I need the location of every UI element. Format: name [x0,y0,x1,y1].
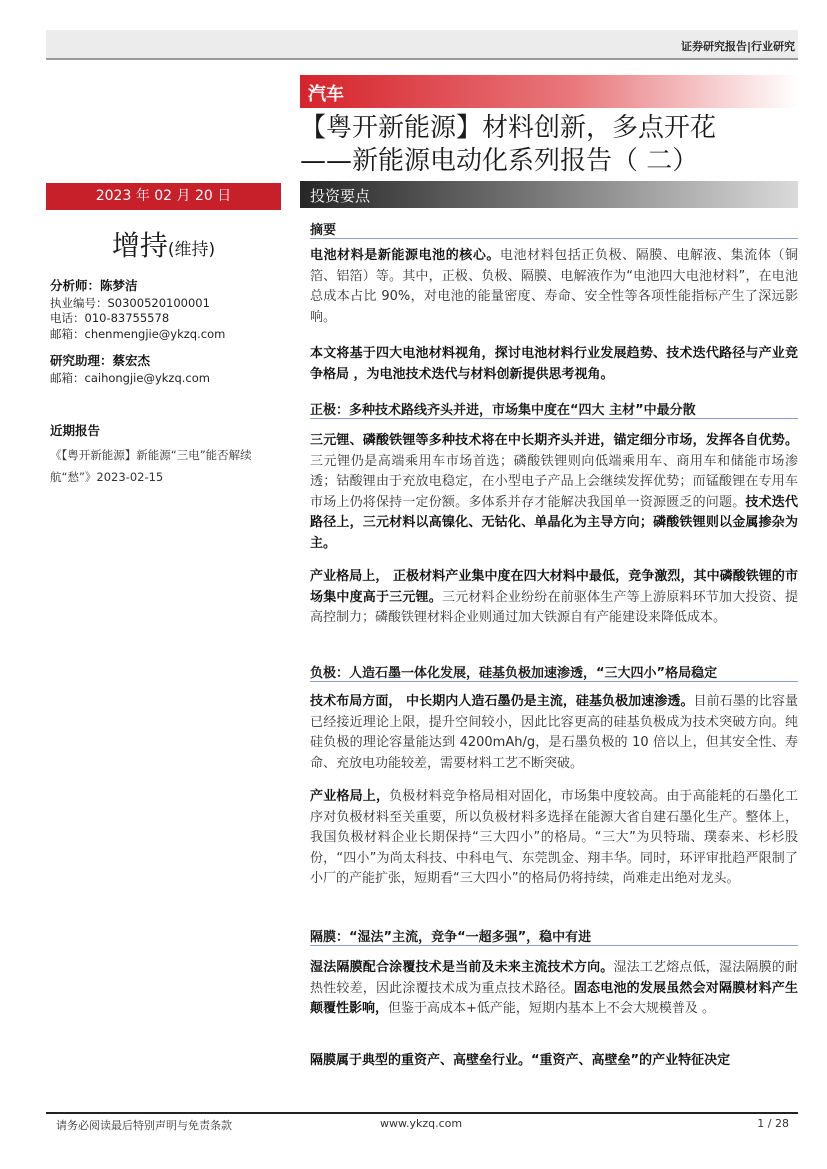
assistant-name: 研究助理：蔡宏杰 [50,353,151,368]
p5-bold: 技术布局方面， 中长期内人造石墨仍是主流，硅基负极加速渗透。 [310,694,694,709]
assistant-email: 邮箱：caihongjie@ykzq.com [50,370,210,385]
rating-main: 增持 [111,229,168,262]
p3-bold-2: 技术迭代路径上，三元材料以高镍化、无钴化、单晶化为主导方向；磷酸铁锂则以金属掺杂为主。 [310,494,798,551]
footer-website[interactable]: www.ykzq.com [380,1117,463,1130]
title-line-1: 【粤开新能源】材料创新，多点开花 [300,113,717,143]
paragraph-4 [310,567,798,629]
assistant-block [50,353,290,386]
p7-text: 湿法工艺熔点低，湿法隔膜的耐热性较差，因此涂覆技术成为重点技术路径。 [310,960,798,996]
report-title [300,112,800,178]
cathode-heading: 正极：多种技术路线齐头并进，市场集中度在“四大 主材”中最分散 [310,403,696,418]
report-date: 2023 年 02 月 20 日 [46,183,281,210]
paragraph-7 [310,958,798,1020]
paragraph-5 [310,692,798,774]
p6-bold: 产业格局上， [310,789,390,804]
paragraph-3 [310,431,798,554]
paragraph-2 [310,344,798,385]
paragraph-1 [310,246,798,328]
analyst-name: 分析师：陈梦洁 [50,278,138,293]
cathode-divider [310,418,798,419]
summary-divider [310,238,798,239]
footer-page-number: 1 / 28 [757,1117,789,1130]
rating [46,224,281,264]
p5-text: 目前石墨的比容量已经接近理论上限，提升空间较小，因此比容更高的硅基负极成为技术突破方向。纯硅负极的理论容量能达到 4200mAh/g，是石墨负极的 10 倍以上，但其安全性、寿命、充放电功能较差，需要材料工艺不断突破。 [310,694,798,771]
p6-text: 负极材料竞争格局相对固化，市场集中度较高。由于高能耗的石墨化工序对负极材料至关重要，所以负极材料多选择在能源大省自建石墨化生产。整体上，我国负极材料企业长期保持“三大四小”的格局。“三大”为贝特瑞、璞泰来、杉杉股份，“四小”为尚太科技、中科电气、东莞凯金、翔丰华。同时，环评审批趋严限制了小厂的产能扩张，短期看“三大四小”的格局仍将持续，尚难走出绝对龙头。 [310,789,798,886]
p8-bold: 隔膜属于典型的重资产、高壁垒行业。“重资产、高壁垒”的产业特征决定 [310,1053,731,1068]
title-line-2: ——新能源电动化系列报告（ 二） [300,146,699,176]
p7-bold-2: 固态电池的发展虽然会对隔膜材料产生颠覆性影响， [310,980,798,1016]
separator-divider [310,945,798,946]
footer-disclaimer: 请务必阅读最后特别声明与免责条款 [56,1119,232,1132]
industry-tag [300,75,798,108]
paragraph-8 [310,1051,798,1072]
recent-report-link[interactable]: 《【粤开新能源】新能源“三电”能否解续航“愁”》2023-02-15 [50,447,252,484]
header-divider [46,58,798,60]
p4-bold: 产业格局上， 正极材料产业集中度在四大材料中最低，竞争激烈，其中磷酸铁锂的市场集中度高于三元锂。 [310,569,798,605]
p7-text-2: 但鉴于高成本+低产能，短期内基本上不会大规模普及 。 [388,1001,716,1016]
separator-heading: 隔膜：“湿法”主流，竞争“一超多强”，稳中有进 [310,930,592,945]
p4-text: 三元材料企业纷纷在前驱体生产等上游原料环节加大投资、提高控制力；磷酸铁锂材料企业则通过加大铁源自有产能建设来降低成本。 [310,589,798,625]
anode-divider [310,681,798,682]
doc-type-label: 证券研究报告|行业研究 [680,40,795,53]
p7-bold: 湿法隔膜配合涂覆技术是当前及未来主流技术方向。 [310,960,614,975]
anode-heading: 负极：人造石墨一体化发展，硅基负极加速渗透，“三大四小”格局稳定 [310,666,718,681]
analyst-block [50,278,290,342]
p2-bold: 本文将基于四大电池材料视角，探讨电池材料行业发展趋势、技术迭代路径与产业竞争格局 ，为电池技术迭代与材料创新提供思考视角。 [310,346,798,382]
p1-text: 电池材料包括正负极、隔膜、电解液、集流体（铜箔、铝箔）等。其中，正极、负极、隔膜、电解液作为“电池四大电池材料”，在电池总成本占比 90%，对电池的能量密度、寿命、安全性等各项性能指标产生了深远影响。 [310,248,798,325]
p3-bold: 三元锂、磷酸铁锂等多种技术将在中长期齐头并进，锚定细分市场，发挥各自优势。 [310,433,798,448]
paragraph-6 [310,787,798,890]
recent-reports-title: 近期报告 [50,423,101,438]
analyst-email: 邮箱：chenmengjie@ykzq.com [50,326,226,341]
invest-points-bar [300,181,798,208]
summary-heading: 摘要 [310,223,337,238]
p1-bold: 电池材料是新能源电池的核心。 [310,248,500,263]
invest-points-title: 投资要点 [310,187,371,205]
analyst-cert: 执业编号：S0300520100001 [50,295,210,310]
p3-text: 三元锂仍是高端乘用车市场首选；磷酸铁锂则向低端乘用车、商用车和储能市场渗透；钴酸锂由于充放电稳定，在小型电子产品上会继续发挥优势；而锰酸锂在专用车市场上仍将保持一定份额。多体系并存才能解决我国单一资源匮乏的问题。 [310,453,798,510]
rating-sub: (维持) [167,240,216,260]
footer-divider [46,1112,798,1114]
analyst-phone: 电话：010-83755578 [50,311,170,325]
industry-tag-text: 汽车 [308,84,344,105]
recent-reports [50,423,278,488]
